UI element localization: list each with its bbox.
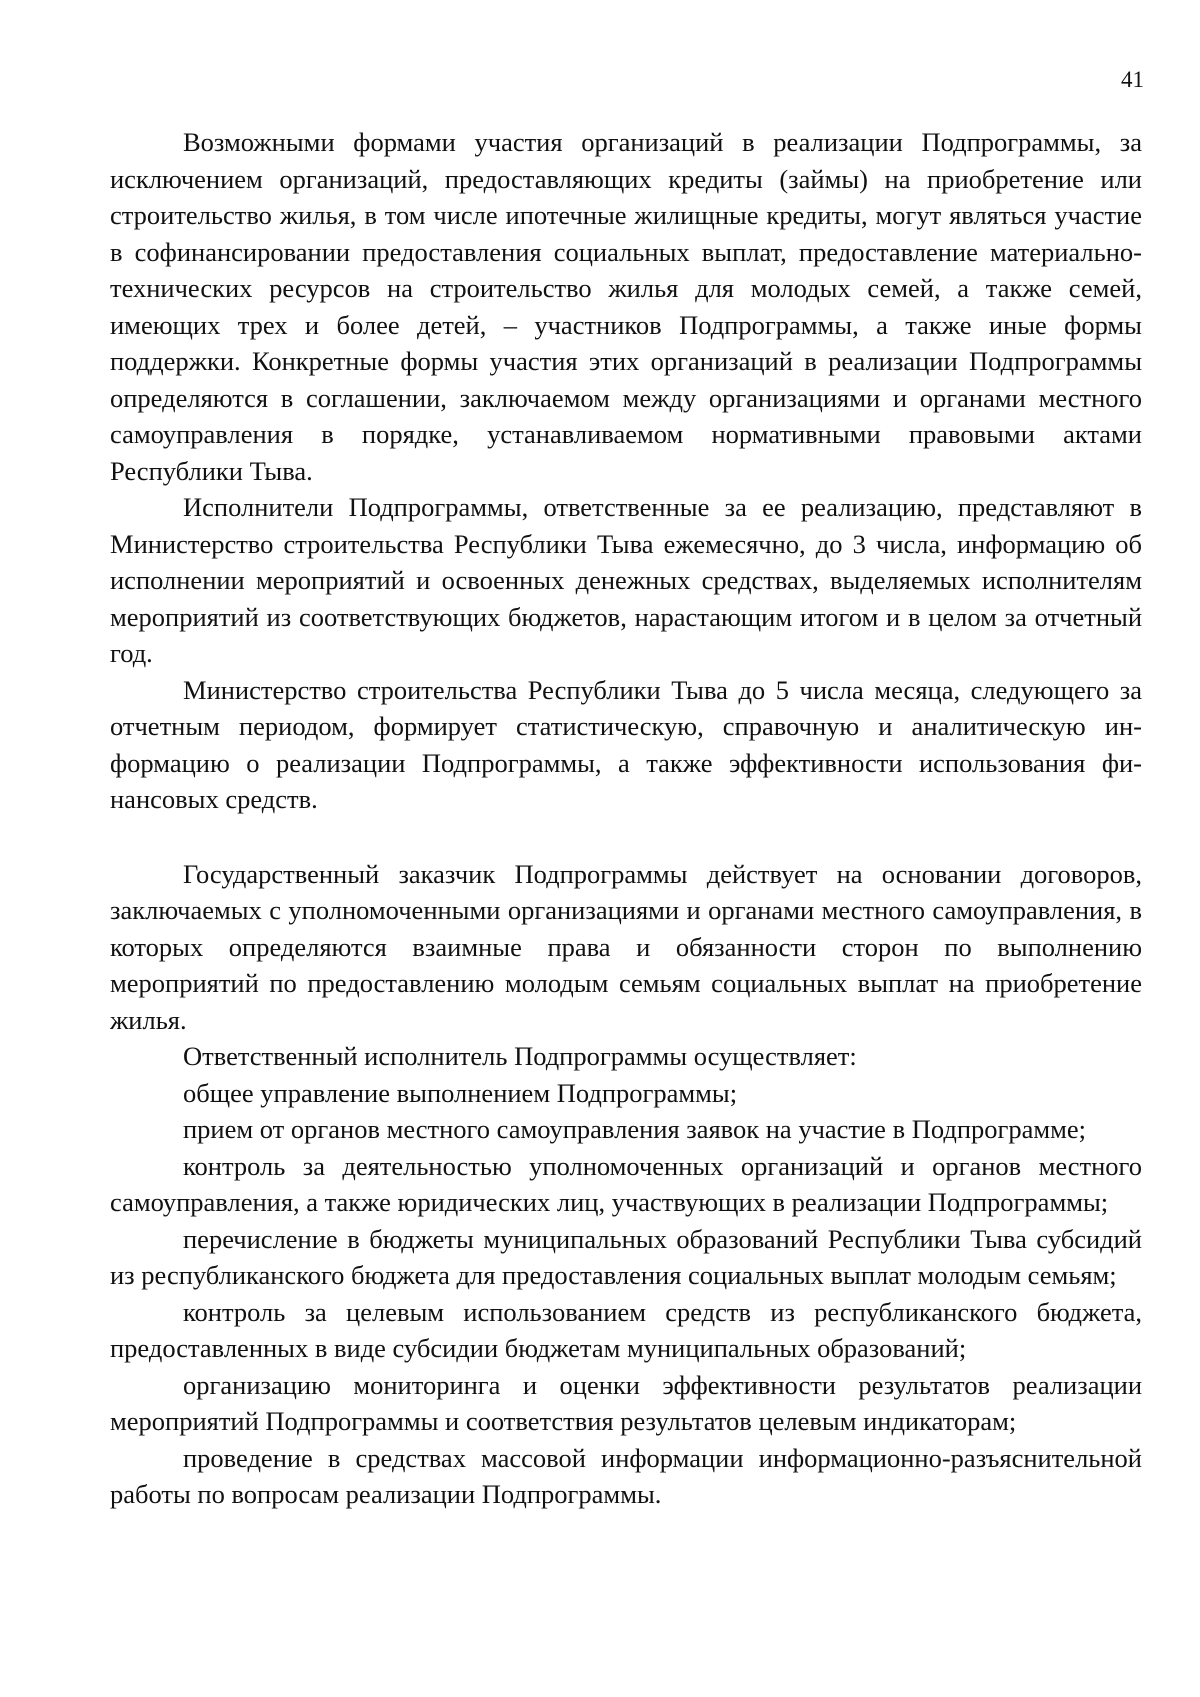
list-item-monitoring: организацию мониторинга и оценки эффективности результатов реализации мероприятий Подпрограммы и соответствия результатов целевым индикаторам; xyxy=(110,1369,1142,1436)
document-body xyxy=(110,124,1142,1513)
paragraph-executors-reporting: Исполнители Подпрограммы, ответственные за ее реализацию, представляют в Министерство строительства Республики Тыва ежемесячно, до 3 числа, информацию об исполнении мероприятий и освоенных денежных средствах, выделяемых исполнителям мероприятий из соответствующих бюджетов, нарастающим итогом и в целом за отчетный год. xyxy=(110,492,1142,668)
paragraph-participation-forms: Возможными формами участия организаций в реализации Подпрограммы, за исключением организаций, предоставляющих кредиты (займы) на приобретение или строительство жилья, в том числе ипотечные жилищные кредиты, могут являться участие в софинансировании предоставления социальных выплат, предоставление материально-технических ресурсов на строительство жилья для молодых семей, а также семей, имеющих трех и более детей, – участников Подпрограммы, а также иные формы поддержки. Конкретные формы участия этих организаций в реализации Подпрограммы определяются в соглашении, заключаемом между организациями и органами местного самоуправления в порядке, устанавливаемом нормативными правовыми актами Республики Тыва. xyxy=(110,127,1142,486)
list-item-target-use-control: контроль за целевым использованием средств из республиканского бюджета, предоставленных в виде субсидии бюджетам муниципальных образований; xyxy=(110,1296,1142,1363)
paragraph-responsible-executor: Ответственный исполнитель Подпрограммы осуществляет: xyxy=(183,1041,857,1071)
list-item-application-intake: прием от органов местного самоуправления заявок на участие в Подпрограмме; xyxy=(183,1114,1087,1144)
paragraph-state-customer: Государственный заказчик Подпрограммы действует на основании договоров, заключаемых с уполномоченными организациями и органами местного самоуправления, в которых определяются взаимные права и обязанности сторон по выполнению мероприятий по предоставлению молодым семьям социальных выплат на приобретение жилья. xyxy=(110,858,1142,1035)
list-item-general-management: общее управление выполнением Подпрограммы; xyxy=(183,1077,738,1108)
list-item-media-outreach: проведение в средствах массовой информации информационно-разъяснительной работы по вопросам реализации Подпрограммы. xyxy=(110,1442,1142,1509)
paragraph-ministry-information: Министерство строительства Республики Тыва до 5 числа месяца, следующего за отчетным периодом, формирует статистическую, справочную и аналитическую информацию о реализации Подпрограммы, а также эффективности использования финансовых средств. xyxy=(110,674,1142,814)
list-item-subsidy-transfer: перечисление в бюджеты муниципальных образований Республики Тыва субсидий из республиканского бюджета для предоставления социальных выплат молодым семьям; xyxy=(110,1223,1142,1290)
list-item-activity-control: контроль за деятельностью уполномоченных организаций и органов местного самоуправления, а также юридических лиц, участвующих в реализации Подпрограммы; xyxy=(110,1150,1142,1217)
page-number: 41 xyxy=(1121,67,1144,92)
